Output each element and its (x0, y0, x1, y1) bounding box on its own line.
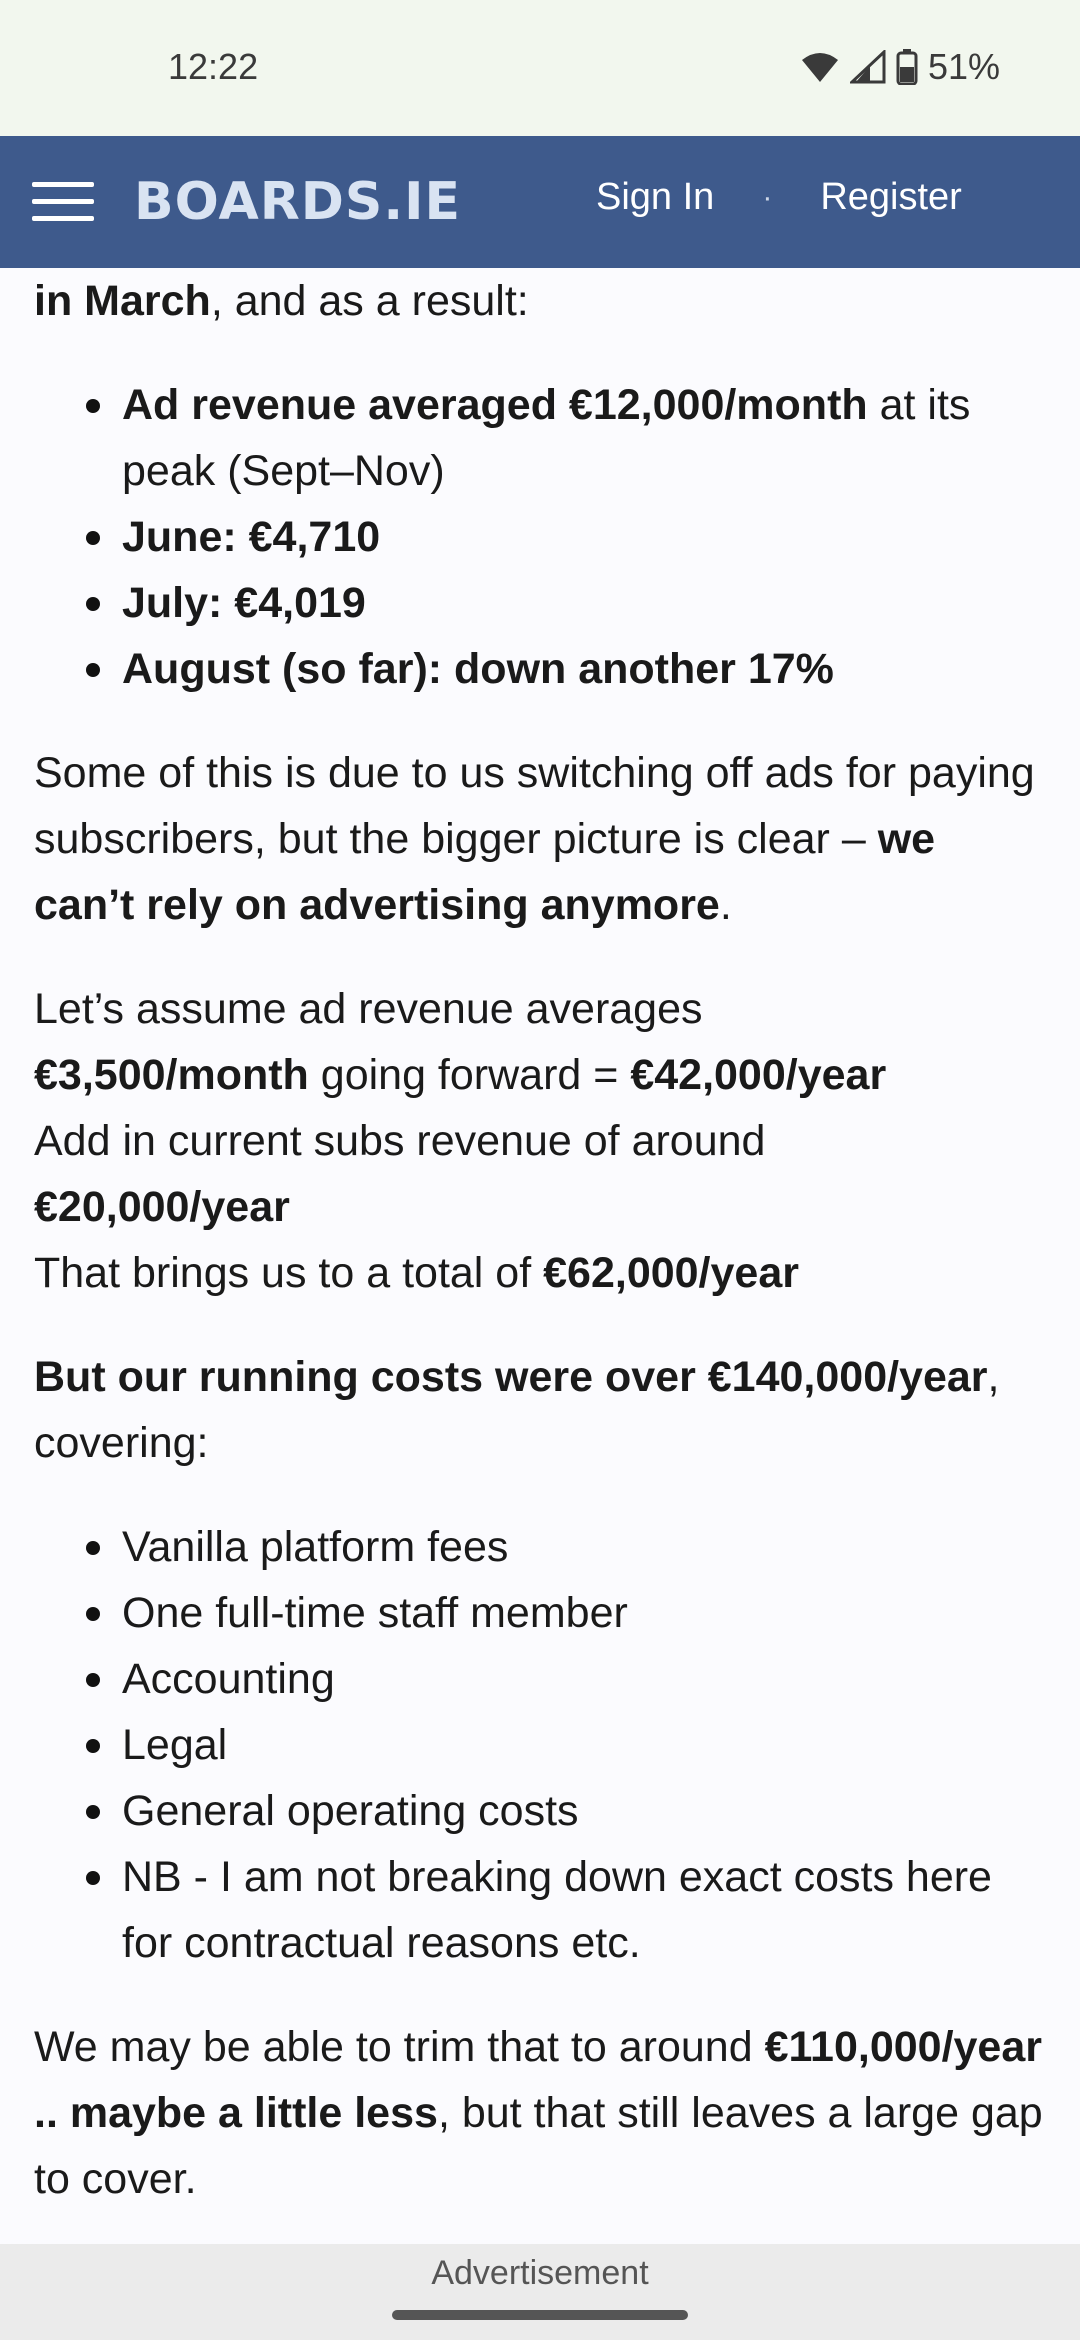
paragraph-text: going forward = (308, 1051, 631, 1099)
intro-bold: in March (34, 277, 211, 325)
auth-nav (596, 176, 962, 219)
list-item-bold: July: €4,019 (122, 579, 366, 627)
paragraph-text: Let’s assume ad revenue averages (34, 985, 703, 1033)
advertising-paragraph (34, 740, 1046, 938)
paragraph-bold: €3,500/month (34, 1051, 309, 1099)
register-link[interactable]: Register (820, 176, 962, 218)
list-item: Vanilla platform fees (34, 1514, 1046, 1580)
sign-in-link[interactable]: Sign In (596, 176, 715, 218)
site-header (0, 136, 1080, 268)
list-item (34, 636, 1046, 702)
battery-icon (896, 49, 918, 85)
list-item-bold: August (so far): down another 17% (122, 645, 834, 693)
status-time: 12:22 (168, 46, 259, 87)
paragraph-text: Some of this is due to us switching off ads for paying subscribers, but the bigger picture is clear – (34, 749, 1035, 863)
paragraph-bold: €42,000/year (630, 1051, 887, 1099)
cell-signal-icon (850, 50, 886, 84)
paragraph-bold: €62,000/year (543, 1249, 799, 1297)
list-item: NB - I am not breaking down exact costs here for contractual reasons etc. (34, 1844, 1046, 1976)
list-item (34, 570, 1046, 636)
list-item-bold: June: €4,710 (122, 513, 381, 561)
list-item-bold: Ad revenue averaged €12,000/month (122, 381, 868, 429)
list-item (34, 504, 1046, 570)
paragraph-bold: €20,000/year (34, 1183, 290, 1231)
advertisement-label: Advertisement (431, 2254, 649, 2292)
paragraph-text: Add in current subs revenue of around (34, 1117, 766, 1165)
list-item: General operating costs (34, 1778, 1046, 1844)
trim-paragraph (34, 2014, 1046, 2212)
paragraph-text: We may be able to trim that to around (34, 2023, 765, 2071)
status-icons (800, 46, 1000, 88)
paragraph-text: , covering: (34, 1353, 1000, 1467)
list-item: Legal (34, 1712, 1046, 1778)
costs-list (34, 1514, 1046, 1976)
home-indicator[interactable] (392, 2310, 688, 2320)
paragraph-text: , but that still leaves a large gap to cover. (34, 2089, 1043, 2203)
list-item (34, 372, 1046, 504)
paragraph-bold: But our running costs were over €140,000/year (34, 1353, 988, 1401)
paragraph-bold: we can’t rely on advertising anymore (34, 815, 936, 929)
list-item-text: at its peak (Sept–Nov) (122, 381, 971, 495)
hamburger-menu-icon[interactable] (32, 182, 94, 222)
intro-paragraph (34, 268, 1046, 334)
list-item: One full-time staff member (34, 1580, 1046, 1646)
advertisement-bar[interactable] (0, 2244, 1080, 2340)
paragraph-bold: €110,000/year .. maybe a little less (34, 2023, 1042, 2137)
projection-paragraph (34, 976, 1046, 1306)
site-logo[interactable]: BOARDS.IE (134, 172, 461, 232)
paragraph-text: That brings us to a total of (34, 1249, 544, 1297)
nav-separator: · (762, 180, 773, 214)
list-item: Accounting (34, 1646, 1046, 1712)
intro-rest: , and as a result: (210, 277, 529, 325)
costs-paragraph (34, 1344, 1046, 1476)
wifi-icon (800, 50, 840, 84)
paragraph-text: . (719, 881, 732, 929)
post-body (34, 268, 1046, 2250)
revenue-list (34, 372, 1046, 702)
battery-percentage: 51% (927, 46, 1000, 87)
status-bar (0, 0, 1080, 136)
